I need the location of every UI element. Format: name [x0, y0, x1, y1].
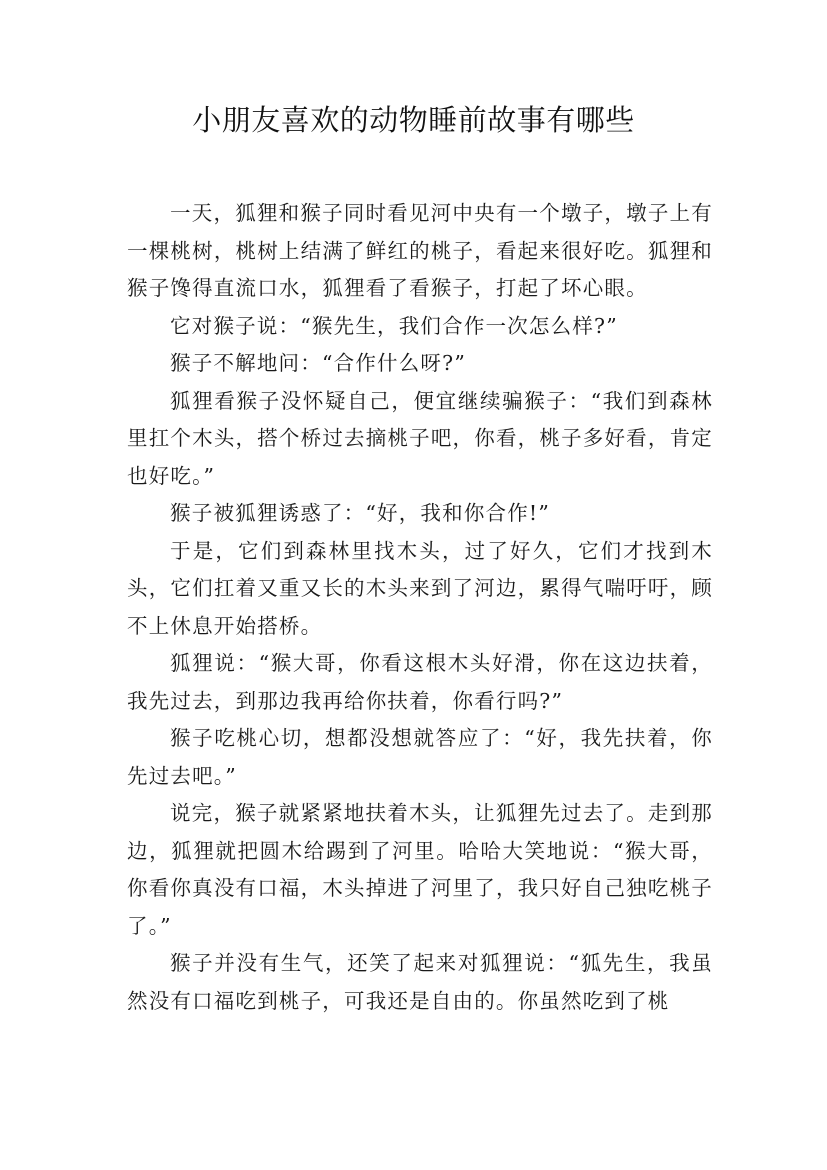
paragraph: 猴子被狐狸诱惑了：“好，我和你合作!” — [170, 501, 551, 525]
paragraph: 狐狸说：“猴大哥，你看这根木头好滑，你在这边扶着，我先过去，到那边我再给你扶着，你看行吗?” — [127, 651, 713, 713]
paragraph: 一天，狐狸和猴子同时看见河中央有一个墩子，墩子上有一棵桃树，桃树上结满了鲜红的桃子，看起来很好吃。狐狸和猴子馋得直流口水，狐狸看了看猴子，打起了坏心眼。 — [127, 201, 713, 300]
paragraph: 猴子并没有生气，还笑了起来对狐狸说：“狐先生，我虽然没有口福吃到桃子，可我还是自由的。你虽然吃到了桃 — [127, 951, 713, 1013]
paragraph: 狐狸看猴子没怀疑自己，便宜继续骗猴子：“我们到森林里扛个木头，搭个桥过去摘桃子吧，你看，桃子多好看，肯定也好吃。” — [127, 388, 713, 488]
paragraph: 猴子吃桃心切，想都没想就答应了：“好，我先扶着，你先过去吧。” — [127, 726, 713, 788]
story-body — [127, 195, 713, 1020]
paragraph: 它对猴子说：“猴先生，我们合作一次怎么样?” — [170, 313, 618, 338]
paragraph: 说完，猴子就紧紧地扶着木头，让狐狸先过去了。走到那边，狐狸就把圆木给踢到了河里。哈哈大笑地说：“猴大哥，你看你真没有口福，木头掉进了河里了，我只好自己独吃桃子了。” — [127, 801, 713, 938]
paragraph: 猴子不解地问：“合作什么呀?” — [170, 351, 466, 375]
document-title: 小朋友喜欢的动物睡前故事有哪些 — [192, 103, 635, 137]
paragraph: 于是，它们到森林里找木头，过了好久，它们才找到木头，它们扛着又重又长的木头来到了河边，累得气喘吁吁，顾不上休息开始搭桥。 — [127, 538, 713, 638]
